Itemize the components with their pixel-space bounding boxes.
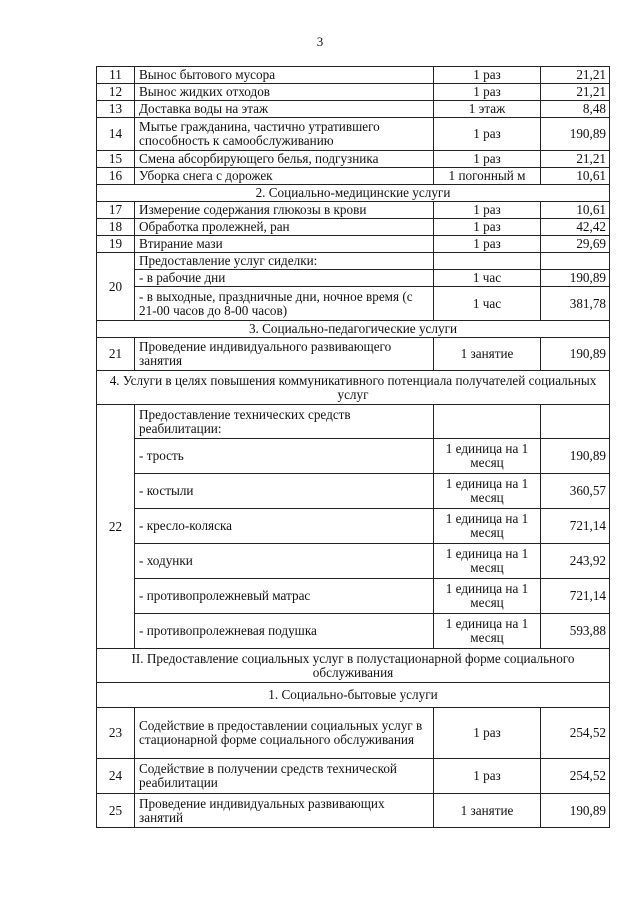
service-name: - ходунки xyxy=(135,544,434,579)
service-name: Вынос бытового мусора xyxy=(135,67,434,84)
row-number: 16 xyxy=(97,168,135,185)
service-unit: 1 занятие xyxy=(434,338,541,371)
service-unit: 1 занятие xyxy=(434,794,541,828)
service-unit: 1 раз xyxy=(434,118,541,151)
table-row xyxy=(97,67,610,84)
table-row xyxy=(97,151,610,168)
service-name: - противопролежневый матрас xyxy=(135,579,434,614)
service-name: Содействие в получении средств технической реабилитации xyxy=(135,759,434,794)
section-heading: 4. Услуги в целях повышения коммуникативного потенциала получателей социальных услуг xyxy=(97,371,610,405)
service-price: 381,78 xyxy=(541,287,610,321)
row-number: 21 xyxy=(97,338,135,371)
service-name: Уборка снега с дорожек xyxy=(135,168,434,185)
row-number: 15 xyxy=(97,151,135,168)
section-row xyxy=(97,321,610,338)
service-price: 190,89 xyxy=(541,439,610,474)
service-price: 190,89 xyxy=(541,270,610,287)
service-unit: 1 этаж xyxy=(434,101,541,118)
table-row xyxy=(97,794,610,828)
section-heading: 1. Социально-бытовые услуги xyxy=(97,683,610,708)
service-unit: 1 единица на 1 месяц xyxy=(434,509,541,544)
row-number: 12 xyxy=(97,84,135,101)
empty-cell xyxy=(434,253,541,270)
service-unit: 1 погонный м xyxy=(434,168,541,185)
service-name: Вынос жидких отходов xyxy=(135,84,434,101)
service-name: Проведение индивидуальных развивающих занятий xyxy=(135,794,434,828)
group-heading: Предоставление услуг сиделки: xyxy=(135,253,434,270)
row-number: 11 xyxy=(97,67,135,84)
sub-row xyxy=(97,439,610,474)
service-unit: 1 единица на 1 месяц xyxy=(434,579,541,614)
sub-row xyxy=(97,270,610,287)
row-number: 20 xyxy=(97,253,135,321)
table-row xyxy=(97,759,610,794)
group-row xyxy=(97,253,610,270)
row-number: 24 xyxy=(97,759,135,794)
service-unit: 1 единица на 1 месяц xyxy=(434,439,541,474)
service-price: 8,48 xyxy=(541,101,610,118)
row-number: 25 xyxy=(97,794,135,828)
section-row xyxy=(97,649,610,683)
empty-cell xyxy=(541,405,610,439)
service-name: Смена абсорбирующего белья, подгузника xyxy=(135,151,434,168)
service-name: Измерение содержания глюкозы в крови xyxy=(135,202,434,219)
service-price: 21,21 xyxy=(541,67,610,84)
sub-row xyxy=(97,579,610,614)
service-unit: 1 раз xyxy=(434,151,541,168)
service-name: Проведение индивидуального развивающего занятия xyxy=(135,338,434,371)
service-unit: 1 раз xyxy=(434,84,541,101)
service-unit: 1 раз xyxy=(434,759,541,794)
section-heading: 2. Социально-медицинские услуги xyxy=(97,185,610,202)
service-name: Обработка пролежней, ран xyxy=(135,219,434,236)
empty-cell xyxy=(434,405,541,439)
section-row xyxy=(97,185,610,202)
service-price: 254,52 xyxy=(541,708,610,759)
service-price: 190,89 xyxy=(541,794,610,828)
table-row xyxy=(97,708,610,759)
sub-row xyxy=(97,614,610,649)
service-name: - трость xyxy=(135,439,434,474)
service-price: 29,69 xyxy=(541,236,610,253)
service-name: Доставка воды на этаж xyxy=(135,101,434,118)
service-unit: 1 раз xyxy=(434,202,541,219)
service-price: 243,92 xyxy=(541,544,610,579)
service-price: 21,21 xyxy=(541,151,610,168)
service-unit: 1 час xyxy=(434,287,541,321)
service-unit: 1 раз xyxy=(434,67,541,84)
service-price: 21,21 xyxy=(541,84,610,101)
row-number: 13 xyxy=(97,101,135,118)
sub-row xyxy=(97,474,610,509)
empty-cell xyxy=(541,253,610,270)
section-row xyxy=(97,371,610,405)
section-heading: 3. Социально-педагогические услуги xyxy=(97,321,610,338)
service-price: 593,88 xyxy=(541,614,610,649)
service-unit: 1 единица на 1 месяц xyxy=(434,474,541,509)
service-price: 721,14 xyxy=(541,509,610,544)
table-row xyxy=(97,118,610,151)
sub-row xyxy=(97,509,610,544)
service-unit: 1 раз xyxy=(434,236,541,253)
row-number: 23 xyxy=(97,708,135,759)
table-row xyxy=(97,84,610,101)
group-row xyxy=(97,405,610,439)
service-price: 10,61 xyxy=(541,202,610,219)
row-number: 22 xyxy=(97,405,135,649)
service-name: Содействие в предоставлении социальных услуг в стационарной форме социального обслуживания xyxy=(135,708,434,759)
section-row xyxy=(97,683,610,708)
table-row xyxy=(97,236,610,253)
service-name: Мытье гражданина, частично утратившего способность к самообслуживанию xyxy=(135,118,434,151)
service-unit: 1 единица на 1 месяц xyxy=(434,544,541,579)
page-number: 3 xyxy=(316,34,324,49)
service-unit: 1 единица на 1 месяц xyxy=(434,614,541,649)
service-price: 42,42 xyxy=(541,219,610,236)
row-number: 19 xyxy=(97,236,135,253)
tariff-table xyxy=(96,66,610,828)
service-unit: 1 раз xyxy=(434,708,541,759)
service-name: - противопролежневая подушка xyxy=(135,614,434,649)
section-heading: II. Предоставление социальных услуг в полустационарной форме социального обслуживания xyxy=(97,649,610,683)
service-price: 360,57 xyxy=(541,474,610,509)
service-price: 721,14 xyxy=(541,579,610,614)
service-price: 190,89 xyxy=(541,338,610,371)
group-heading: Предоставление технических средств реабилитации: xyxy=(135,405,434,439)
service-name: - в рабочие дни xyxy=(135,270,434,287)
service-price: 254,52 xyxy=(541,759,610,794)
service-name: - кресло-коляска xyxy=(135,509,434,544)
table-row xyxy=(97,219,610,236)
service-unit: 1 раз xyxy=(434,219,541,236)
sub-row xyxy=(97,287,610,321)
service-price: 190,89 xyxy=(541,118,610,151)
service-unit: 1 час xyxy=(434,270,541,287)
table-row xyxy=(97,338,610,371)
service-name: - костыли xyxy=(135,474,434,509)
table-row xyxy=(97,202,610,219)
table-row xyxy=(97,101,610,118)
service-price: 10,61 xyxy=(541,168,610,185)
service-name: - в выходные, праздничные дни, ночное время (с 21-00 часов до 8-00 часов) xyxy=(135,287,434,321)
row-number: 17 xyxy=(97,202,135,219)
table-row xyxy=(97,168,610,185)
row-number: 14 xyxy=(97,118,135,151)
sub-row xyxy=(97,544,610,579)
service-name: Втирание мази xyxy=(135,236,434,253)
row-number: 18 xyxy=(97,219,135,236)
